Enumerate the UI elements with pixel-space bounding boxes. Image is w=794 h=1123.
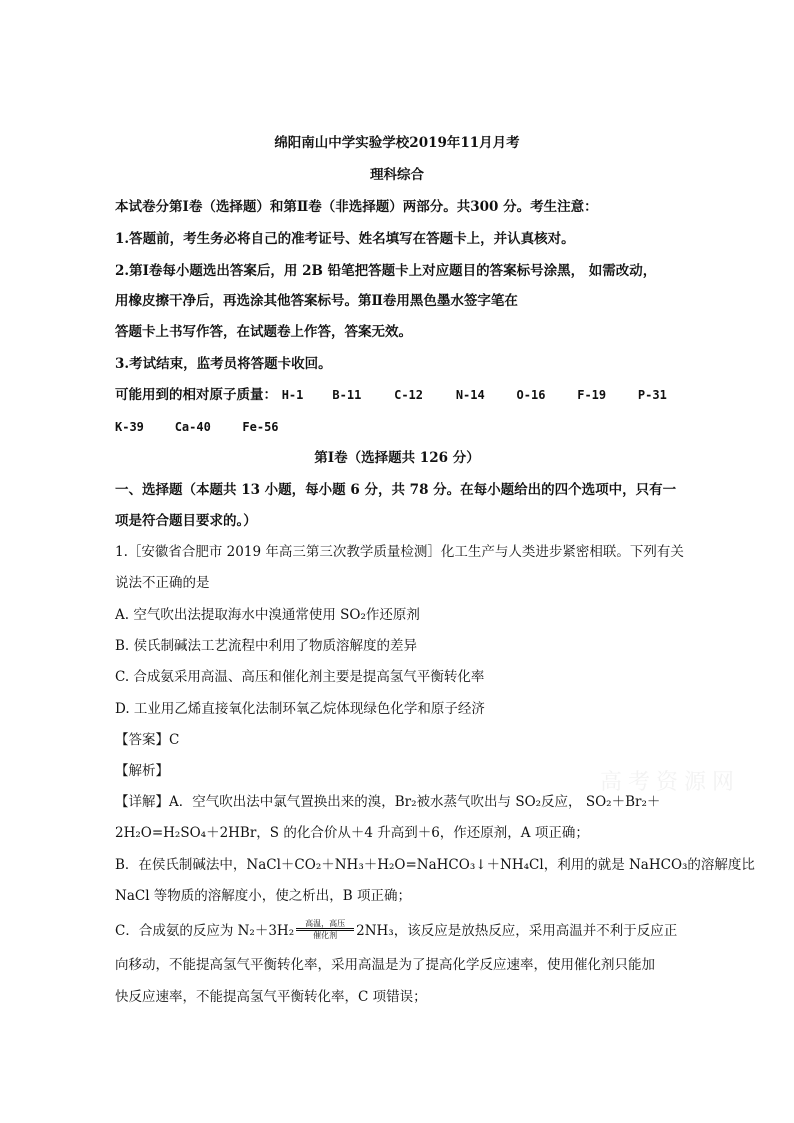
mass-h: H-1 bbox=[281, 388, 304, 402]
mass-n: N-14 bbox=[455, 388, 485, 402]
detail-c-line-1 bbox=[115, 921, 677, 942]
mass-p: P-31 bbox=[637, 388, 667, 402]
notice-intro: 本试卷分第Ⅰ卷（选择题）和第Ⅱ卷（非选择题）两部分。共300 分。考生注意： bbox=[115, 199, 598, 215]
detail-b-line-1: B．在侯氏制碱法中，NaCl＋CO₂＋NH₃＋H₂O=NaHCO₃↓＋NH₄Cl，利用的就是 NaHCO₃的溶解度比 bbox=[115, 857, 755, 873]
option-c: C. 合成氨采用高温、高压和催化剂主要是提高氢气平衡转化率 bbox=[115, 669, 485, 685]
detail-c-suffix: 2NH₃，该反应是放热反应，采用高温并不利于反应正 bbox=[356, 923, 678, 939]
reaction-condition bbox=[296, 919, 354, 940]
analysis-label: 【解析】 bbox=[115, 763, 169, 779]
watermark: 高考资源网 bbox=[600, 770, 741, 795]
notice-item-2-line-3: 答题卡上书写作答，在试题卷上作答，答案无效。 bbox=[115, 324, 412, 340]
option-b: B. 侯氏制碱法工艺流程中利用了物质溶解度的差异 bbox=[115, 638, 418, 654]
question-stem-line-2: 说法不正确的是 bbox=[115, 575, 210, 591]
atomic-masses-2 bbox=[115, 418, 279, 436]
mass-c: C-12 bbox=[394, 388, 424, 402]
mass-b: B-11 bbox=[332, 388, 362, 402]
detail-a-line-2: 2H₂O=H₂SO₄＋2HBr，S 的化合价从＋4 升高到＋6，作还原剂，A 项正确； bbox=[115, 825, 589, 841]
notice-item-3: 3.考试结束，监考员将答题卡收回。 bbox=[115, 356, 332, 372]
notice-item-1: 1.答题前，考生务必将自己的准考证号、姓名填写在答题卡上，并认真核对。 bbox=[115, 231, 575, 247]
condition-bottom: 催化剂 bbox=[313, 931, 338, 940]
option-d: D. 工业用乙烯直接氧化法制环氧乙烷体现绿色化学和原子经济 bbox=[115, 701, 485, 717]
detail-a-line-1: 【详解】A．空气吹出法中氯气置换出来的溴，Br₂被水蒸气吹出与 SO₂反应， SO₂＋Br₂＋ bbox=[115, 794, 661, 810]
answer: 【答案】C bbox=[115, 732, 180, 748]
atomic-masses bbox=[115, 386, 667, 404]
option-a: A. 空气吹出法提取海水中溴通常使用 SO₂作还原剂 bbox=[115, 607, 420, 623]
section-heading-line-1: 一、选择题（本题共 13 小题，每小题 6 分，共 78 分。在每小题给出的四个选项中，只有一 bbox=[115, 482, 677, 498]
mass-f: F-19 bbox=[577, 388, 607, 402]
notice-item-2-line-1: 2.第Ⅰ卷每小题选出答案后，用 2B 铅笔把答题卡上对应题目的答案标号涂黑， 如需改动， bbox=[115, 263, 657, 279]
mass-fe: Fe-56 bbox=[242, 420, 279, 434]
question-stem-line-1: 1.［安徽省合肥市 2019 年高三第三次教学质量检测］化工生产与人类进步紧密相联。下列有关 bbox=[115, 544, 684, 560]
section-title: 第Ⅰ卷（选择题共 126 分） bbox=[314, 450, 480, 466]
detail-c-line-3: 快反应速率，不能提高氢气平衡转化率，C 项错误； bbox=[115, 989, 427, 1005]
mass-k: K-39 bbox=[115, 420, 144, 434]
mass-ca: Ca-40 bbox=[174, 420, 211, 434]
mass-o: O-16 bbox=[516, 388, 546, 402]
detail-c-line-2: 向移动，不能提高氢气平衡转化率，采用高温是为了提高化学反应速率，使用催化剂只能加 bbox=[115, 957, 655, 973]
atomic-masses-label: 可能用到的相对原子质量： bbox=[115, 387, 277, 403]
detail-c-prefix: C．合成氨的反应为 N₂＋3H₂ bbox=[115, 923, 295, 939]
page-title: 绵阳南山中学实验学校2019年11月月考 bbox=[274, 135, 520, 151]
notice-item-2-line-2: 用橡皮擦干净后，再选涂其他答案标号。第Ⅱ卷用黑色墨水签字笔在 bbox=[115, 293, 518, 309]
page-subtitle: 理科综合 bbox=[370, 167, 424, 183]
detail-b-line-2: NaCl 等物质的溶解度小，使之析出，B 项正确； bbox=[115, 888, 412, 904]
condition-top: 高温，高压 bbox=[305, 919, 346, 928]
section-heading-line-2: 项是符合题目要求的。） bbox=[115, 513, 257, 529]
